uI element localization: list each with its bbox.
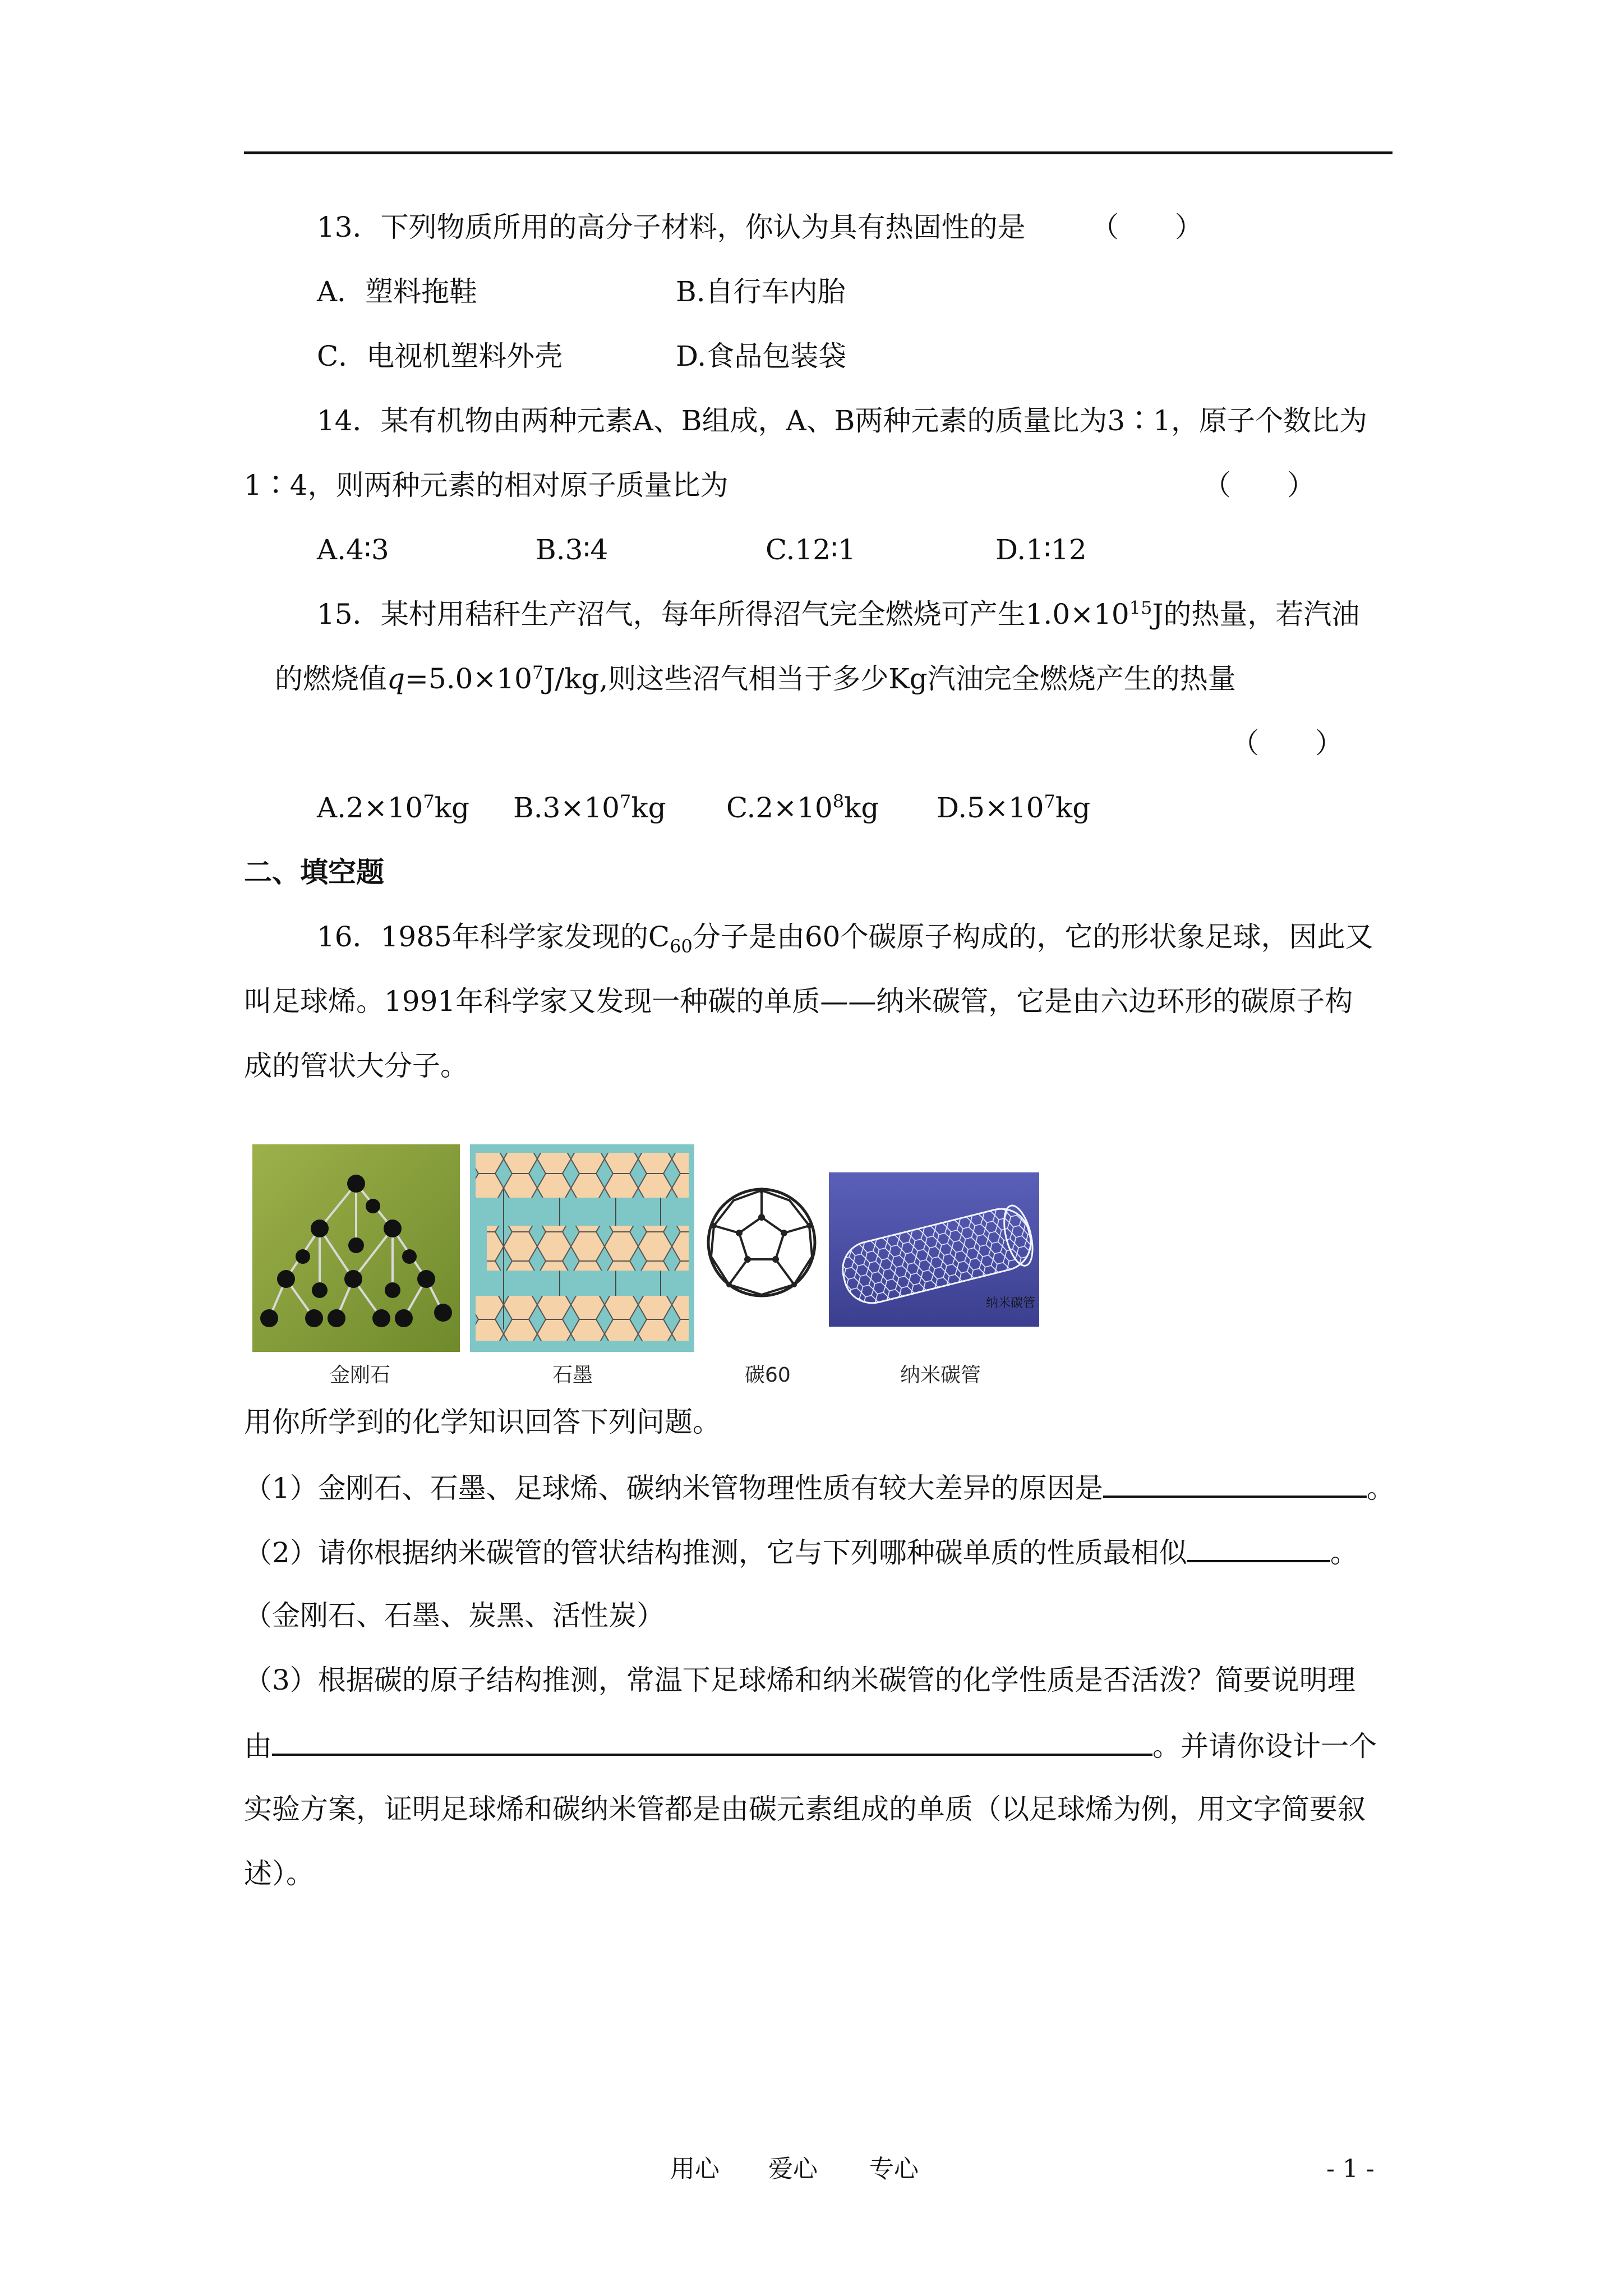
q13-stem: 13．下列物质所用的高分子材料，你认为具有热固性的是 xyxy=(317,211,1026,243)
q15-line1-text-end: J的热量，若汽油 xyxy=(1152,598,1360,631)
q14-line2: 1∶4，则两种元素的相对原子质量比为 xyxy=(244,469,728,501)
q15-option-b-unit: kg xyxy=(631,792,666,824)
caption-c60: 碳60 xyxy=(745,1364,791,1387)
q14-option-b: B.3∶4 xyxy=(536,533,608,566)
q15-line1-text: 15．某村用秸秆生产沼气，每年所得沼气完全燃烧可产生1.0×10 xyxy=(317,598,1129,631)
footer-motto-left: 用心 xyxy=(670,2155,720,2183)
q15-option-c-base: C.2×10 xyxy=(726,792,833,824)
q15-option-a-unit: kg xyxy=(434,792,470,824)
q15-symbol-q: q xyxy=(387,662,405,695)
q15-option-b-exp: 7 xyxy=(619,790,631,812)
q14-option-a: A.4∶3 xyxy=(317,533,389,566)
q15-option-a-exp: 7 xyxy=(423,790,435,812)
q15-exponent-7: 7 xyxy=(532,661,544,683)
q16-line1-text-end: 分子是由60个碳原子构成的，它的形状象足球，因此又 xyxy=(692,921,1373,953)
q16-part3-text: 由 xyxy=(244,1730,272,1763)
q16-part3-line3: 实验方案，证明足球烯和碳纳米管都是由碳元素组成的单质（以足球烯为例，用文字简要叙 xyxy=(244,1793,1366,1825)
q15-option-a xyxy=(317,791,469,825)
nanotube-inline-label: 纳米碳管 xyxy=(986,1296,1036,1310)
page-number: - 1 - xyxy=(1326,2155,1375,2183)
q14-option-d: D.1∶12 xyxy=(995,533,1087,566)
q14-option-c: C.12∶1 xyxy=(766,533,856,566)
q16-line2: 叫足球烯。1991年科学家又发现一种碳的单质——纳米碳管，它是由六边环形的碳原子构 xyxy=(244,985,1353,1018)
q16-part3-line2 xyxy=(244,1728,1377,1763)
q15-option-d-unit: kg xyxy=(1055,792,1091,824)
q15-option-c-exp: 8 xyxy=(832,790,845,812)
q15-option-c xyxy=(726,791,879,825)
q16-part2-end: 。 xyxy=(1330,1536,1358,1569)
q16-line1-text: 16．1985年科学家发现的C xyxy=(317,921,670,953)
diamond-structure-image xyxy=(252,1144,460,1352)
q13-option-a: A．塑料拖鞋 xyxy=(317,275,478,308)
q16-subscript-60: 60 xyxy=(670,936,693,957)
q15-option-d-exp: 7 xyxy=(1044,790,1055,812)
q15-exponent-15: 15 xyxy=(1129,597,1152,619)
q13-option-d: D.食品包装袋 xyxy=(676,340,847,372)
footer-motto-mid: 爱心 xyxy=(768,2155,818,2183)
q16-part1 xyxy=(244,1470,1395,1505)
q16-line1 xyxy=(317,920,1373,957)
header-rule xyxy=(244,151,1393,154)
q13-option-b: B.自行车内胎 xyxy=(676,275,846,308)
q14-answer-paren: （ ） xyxy=(1203,469,1315,501)
q16-part2-answer-blank[interactable] xyxy=(1187,1534,1330,1562)
q16-part3-line4: 述）。 xyxy=(244,1857,314,1890)
q16-part2-text: （2）请你根据纳米碳管的管状结构推测，它与下列哪种碳单质的性质最相似 xyxy=(244,1536,1187,1569)
q14-line1: 14．某有机物由两种元素A、B组成，A、B两种元素的质量比为3∶1，原子个数比为 xyxy=(317,404,1367,437)
q15-line2 xyxy=(275,662,1236,696)
q15-line2-value: =5.0×10 xyxy=(405,662,532,695)
q16-part1-text: （1）金刚石、石墨、足球烯、碳纳米管物理性质有较大差异的原因是 xyxy=(244,1472,1103,1504)
q15-option-b-base: B.3×10 xyxy=(513,792,620,824)
q15-option-d xyxy=(937,791,1090,825)
q16-part2 xyxy=(244,1534,1358,1570)
q16-line3: 成的管状大分子。 xyxy=(244,1050,468,1082)
q13-answer-paren: （ ） xyxy=(1091,211,1203,243)
q16-part3-line1: （3）根据碳的原子结构推测，常温下足球烯和纳米碳管的化学性质是否活泼？简要说明理 xyxy=(244,1664,1355,1696)
q15-option-b xyxy=(513,791,666,825)
caption-diamond: 金刚石 xyxy=(330,1364,391,1387)
q16-part1-end: 。 xyxy=(1366,1472,1395,1504)
q15-option-c-unit: kg xyxy=(844,792,879,824)
c60-structure-image xyxy=(706,1184,818,1301)
q16-part2-options: （金刚石、石墨、炭黑、活性炭） xyxy=(244,1599,665,1632)
q13-option-c: C．电视机塑料外壳 xyxy=(317,340,563,372)
q15-option-d-base: D.5×10 xyxy=(937,792,1044,824)
q16-part1-answer-blank[interactable] xyxy=(1103,1470,1367,1498)
q15-answer-paren: （ ） xyxy=(1231,727,1343,760)
caption-nanotube: 纳米碳管 xyxy=(900,1364,981,1387)
q15-option-a-base: A.2×10 xyxy=(317,792,423,824)
q16-part3-text-end: 。并请你设计一个 xyxy=(1152,1730,1377,1763)
q15-line2-text: 的燃烧值 xyxy=(275,662,387,695)
section-heading-fill-in: 二、填空题 xyxy=(244,856,384,889)
graphite-structure-image xyxy=(470,1144,694,1352)
q16-part3-answer-blank[interactable] xyxy=(272,1728,1152,1756)
q15-line1 xyxy=(317,597,1359,631)
footer-motto-right: 专心 xyxy=(869,2155,919,2183)
nanotube-structure-image xyxy=(829,1172,1039,1327)
caption-graphite: 石墨 xyxy=(552,1364,593,1387)
q16-intro: 用你所学到的化学知识回答下列问题。 xyxy=(244,1406,721,1438)
q15-line2-text-end: J/kg,则这些沼气相当于多少Kg汽油完全燃烧产生的热量 xyxy=(543,662,1236,695)
